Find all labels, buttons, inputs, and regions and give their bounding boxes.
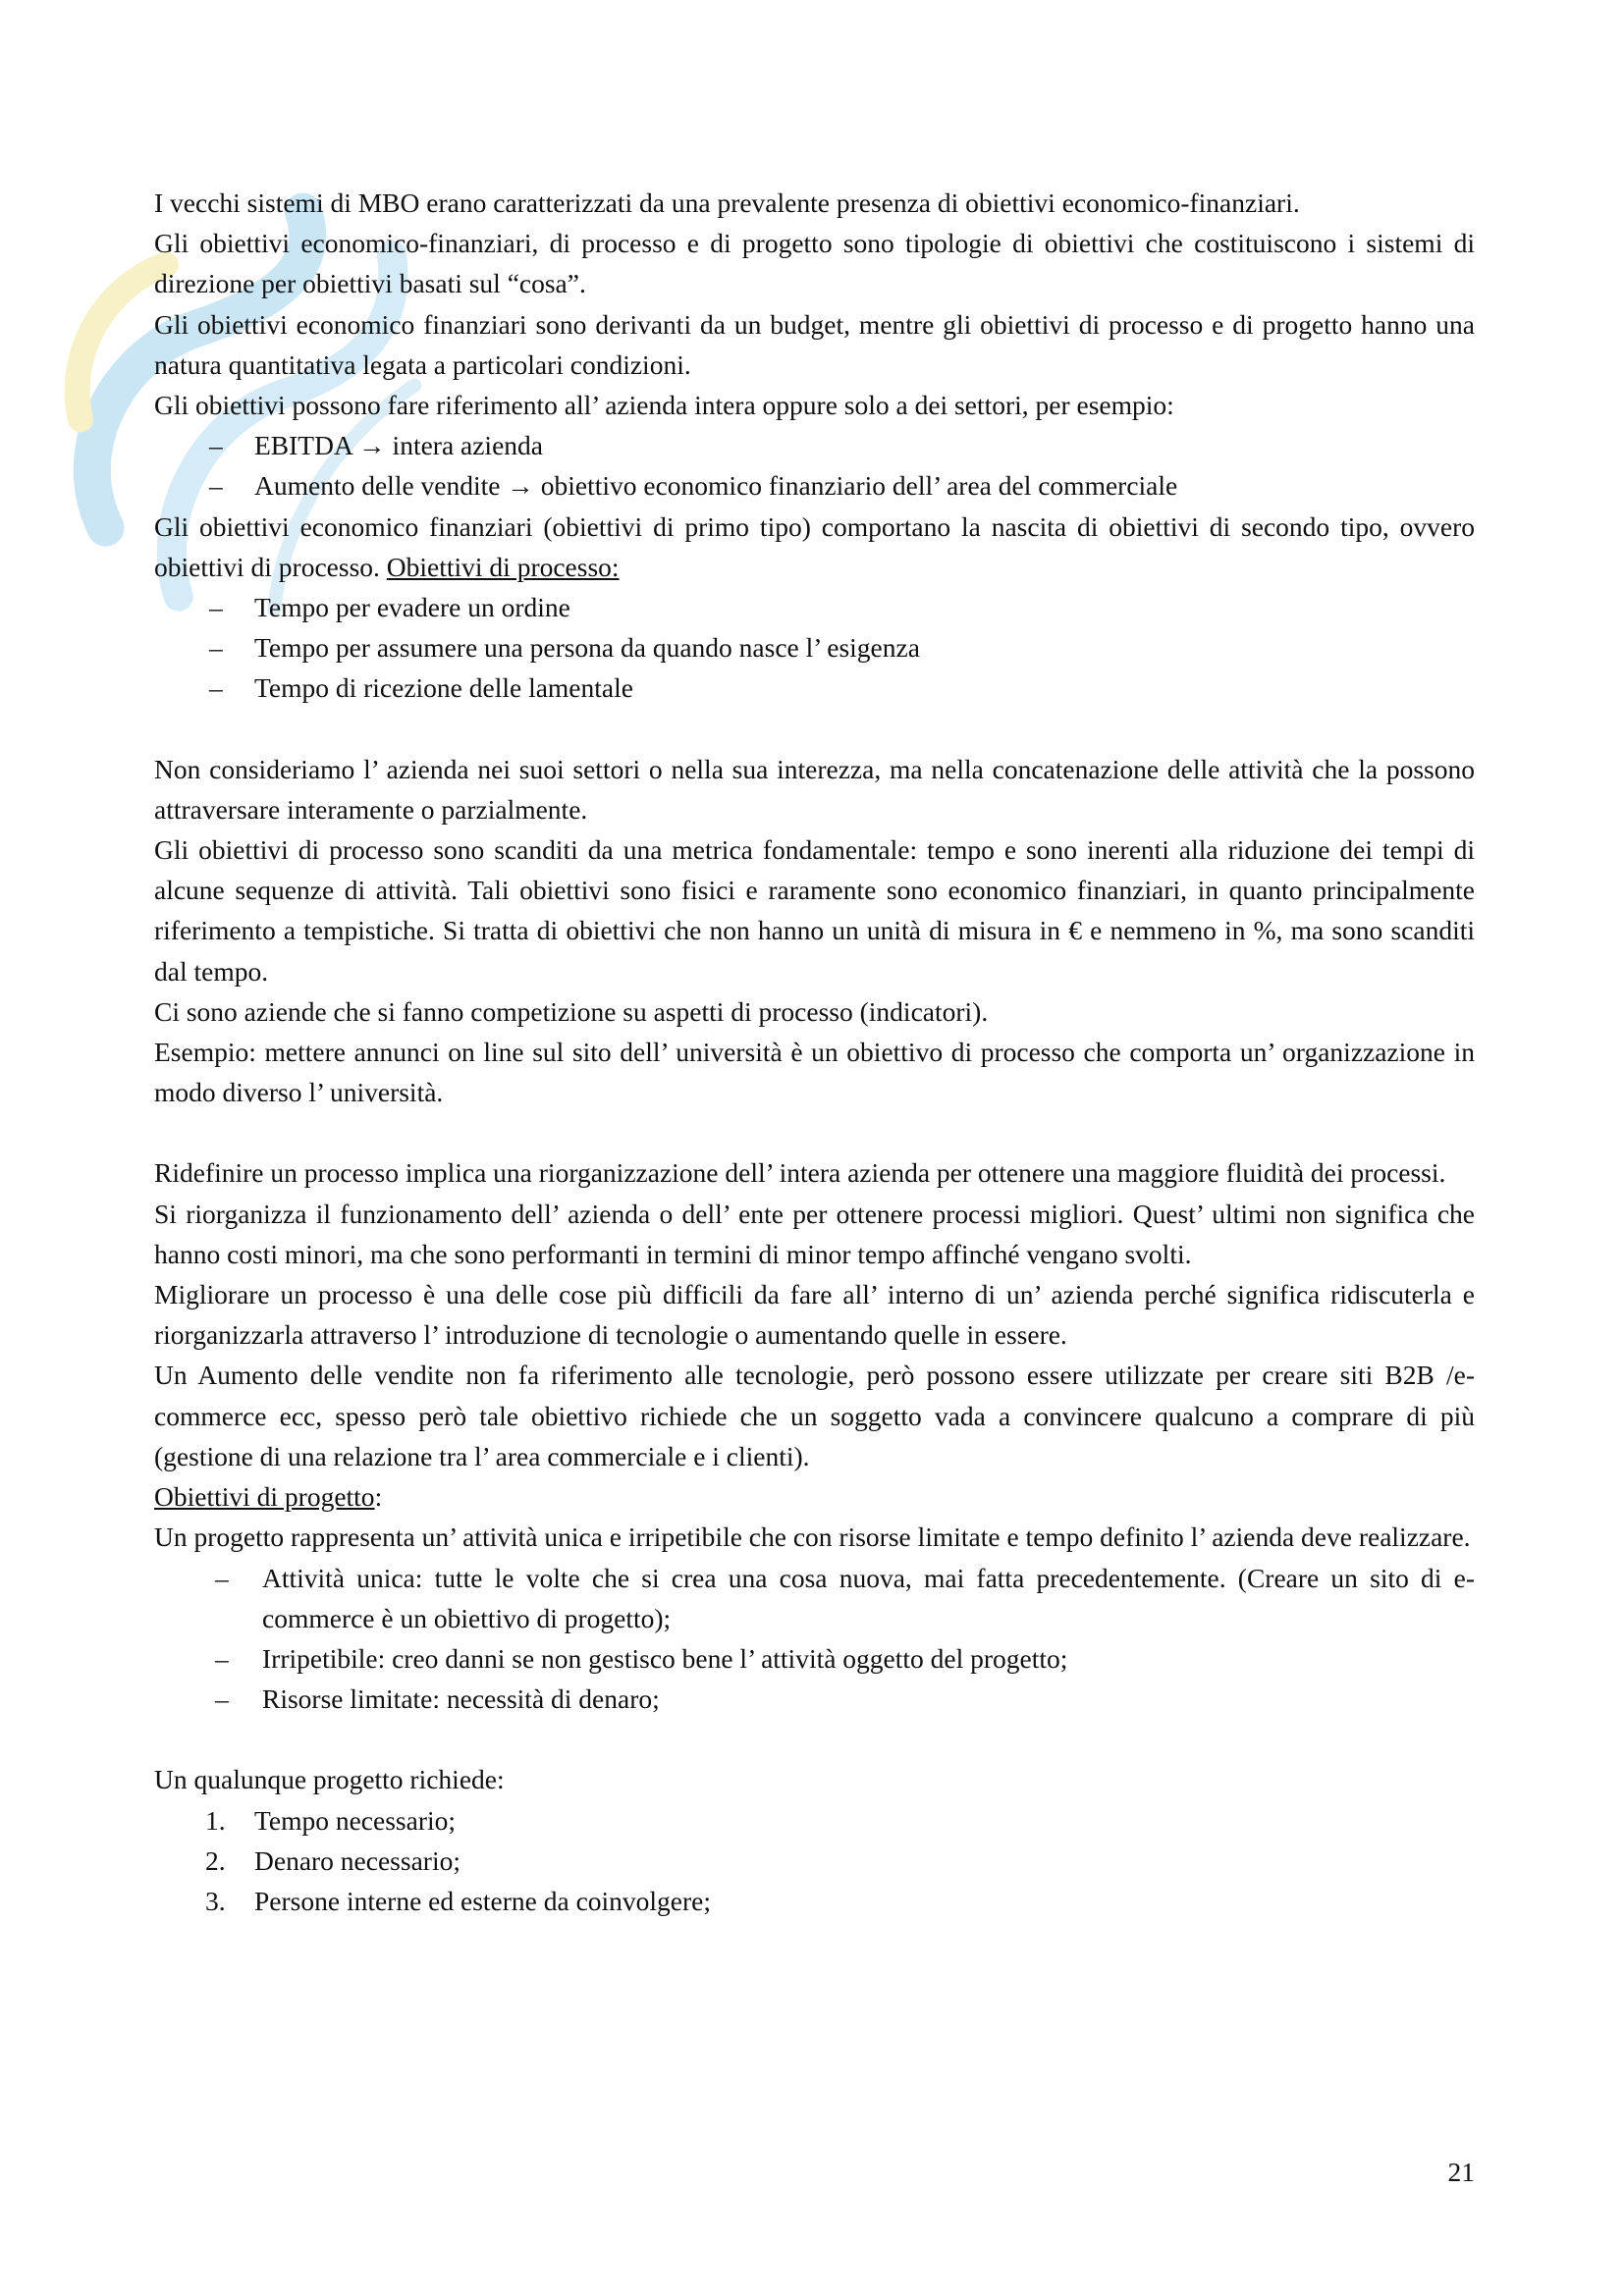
list-process-objectives xyxy=(154,587,1475,709)
list-item: – Aumento delle vendite → obiettivo economico finanziario dell’ area del commerciale xyxy=(154,465,1475,506)
list-item xyxy=(154,1841,1475,1881)
spacer xyxy=(154,1112,1475,1152)
heading-process-objectives: Obiettivi di processo: xyxy=(386,551,620,582)
paragraph-project-definition: Un progetto rappresenta un’ attività unica e irripetibile che con risorse limitate e tempo definito l’ azienda deve realizzare. xyxy=(154,1522,1471,1553)
heading-colon: : xyxy=(374,1481,383,1513)
list-project-features xyxy=(154,1558,1475,1720)
paragraph-process-metric: Gli obiettivi di processo sono scanditi da una metrica fondamentale: tempo e sono inerenti alla riduzione dei tempi di alcune sequenze di attività. Tali obiettivi sono fisici e raramente sono economico finanziari, in quanto principalmente riferimento a tempistiche. Si tratta di obiettivi che non hanno un unità di misura in € e nemmeno in %, ma sono scanditi dal tempo. xyxy=(154,834,1475,987)
list-number: 1. xyxy=(205,1804,226,1836)
list-item-text: Persone interne ed esterne da coinvolgere; xyxy=(254,1885,712,1916)
heading-project-objectives-line xyxy=(154,1476,1475,1517)
list-item xyxy=(154,1881,1475,1921)
list-item: – EBITDA → intera azienda xyxy=(154,425,1475,465)
list-scope-examples xyxy=(154,425,1475,506)
list-item: – Irripetibile: creo danni se non gestisco bene l’ attività oggetto del progetto; xyxy=(154,1638,1475,1679)
list-item: – Risorse limitate: necessità di denaro; xyxy=(154,1679,1475,1719)
paragraph-economic-objectives: Gli obiettivi economico finanziari sono derivanti da un budget, mentre gli obiettivi di processo e di progetto hanno una natura quantitativa legata a particolari condizioni. xyxy=(154,308,1475,380)
spacer xyxy=(154,709,1475,749)
paragraph-reorganize: Si riorganizza il funzionamento dell’ azienda o dell’ ente per ottenere processi migliori. Quest’ ultimi non significa che hanno costi minori, ma che sono performanti in termini di minor tempo affinché vengano svolti. xyxy=(154,1198,1475,1269)
paragraph-sales-increase: Un Aumento delle vendite non fa riferimento alle tecnologie, però possono essere utilizzate per creare siti B2B /e-commerce ecc, spesso però tale obiettivo richiede che un soggetto vada a convincere qualcuno a comprare di più (gestione di una relazione tra l’ area commerciale e i clienti). xyxy=(154,1360,1475,1471)
list-item xyxy=(154,1800,1475,1841)
paragraph-redefine-process: Ridefinire un processo implica una riorganizzazione dell’ intera azienda per ottenere una maggiore fluidità dei processi. xyxy=(154,1157,1446,1189)
heading-project-objectives: Obiettivi di progetto xyxy=(154,1481,375,1513)
list-item: – Tempo di ricezione delle lamentale xyxy=(154,667,1475,708)
list-item: – Tempo per assumere una persona da quando nasce l’ esigenza xyxy=(154,627,1475,667)
paragraph-objective-types: Gli obiettivi economico-finanziari, di processo e di progetto sono tipologie di obiettivi che costituiscono i sistemi di direzione per obiettivi basati sul “cosa”. xyxy=(154,228,1475,299)
page-number: 21 xyxy=(1447,2157,1475,2187)
list-number: 2. xyxy=(205,1844,226,1876)
paragraph-scope: Gli obiettivi possono fare riferimento all’ azienda intera oppure solo a dei settori, per esempio: xyxy=(154,390,1174,421)
paragraph-project-requirements: Un qualunque progetto richiede: xyxy=(154,1764,505,1795)
paragraph-improve-process: Migliorare un processo è una delle cose più difficili da fare all’ interno di un’ azienda perché significa ridiscuterla e riorganizzarla attraverso l’ introduzione di tecnologie o aumentando quelle in essere. xyxy=(154,1279,1475,1351)
list-item: – Attività unica: tutte le volte che si crea una cosa nuova, mai fatta precedentemente. (Creare un sito di e-commerce è un obiettivo di progetto); xyxy=(154,1558,1475,1638)
document-body xyxy=(154,183,1475,1921)
paragraph-competition: Ci sono aziende che si fanno competizione su aspetti di processo (indicatori). xyxy=(154,995,989,1027)
paragraph-second-type-text: Gli obiettivi economico finanziari (obiettivi di primo tipo) comportano la nascita di obiettivi di secondo tipo, ovvero obiettivi di processo. xyxy=(154,510,1475,582)
list-item-text: Tempo necessario; xyxy=(254,1804,457,1836)
paragraph-activity-chain: Non consideriamo l’ azienda nei suoi settori o nella sua interezza, ma nella concatenazione delle attività che la possono attraversare interamente o parzialmente. xyxy=(154,753,1475,825)
spacer xyxy=(154,1719,1475,1759)
list-item: – Tempo per evadere un ordine xyxy=(154,587,1475,627)
paragraph-mbo-intro: I vecchi sistemi di MBO erano caratterizzati da una prevalente presenza di obiettivi economico-finanziari. xyxy=(154,187,1300,218)
list-number: 3. xyxy=(205,1885,226,1916)
list-project-requirements xyxy=(154,1800,1475,1922)
paragraph-example: Esempio: mettere annunci on line sul sito dell’ università è un obiettivo di processo che comporta un’ organizzazione in modo diverso l’ università. xyxy=(154,1037,1475,1108)
list-item-text: Denaro necessario; xyxy=(254,1844,460,1876)
paragraph-second-type xyxy=(154,507,1475,587)
